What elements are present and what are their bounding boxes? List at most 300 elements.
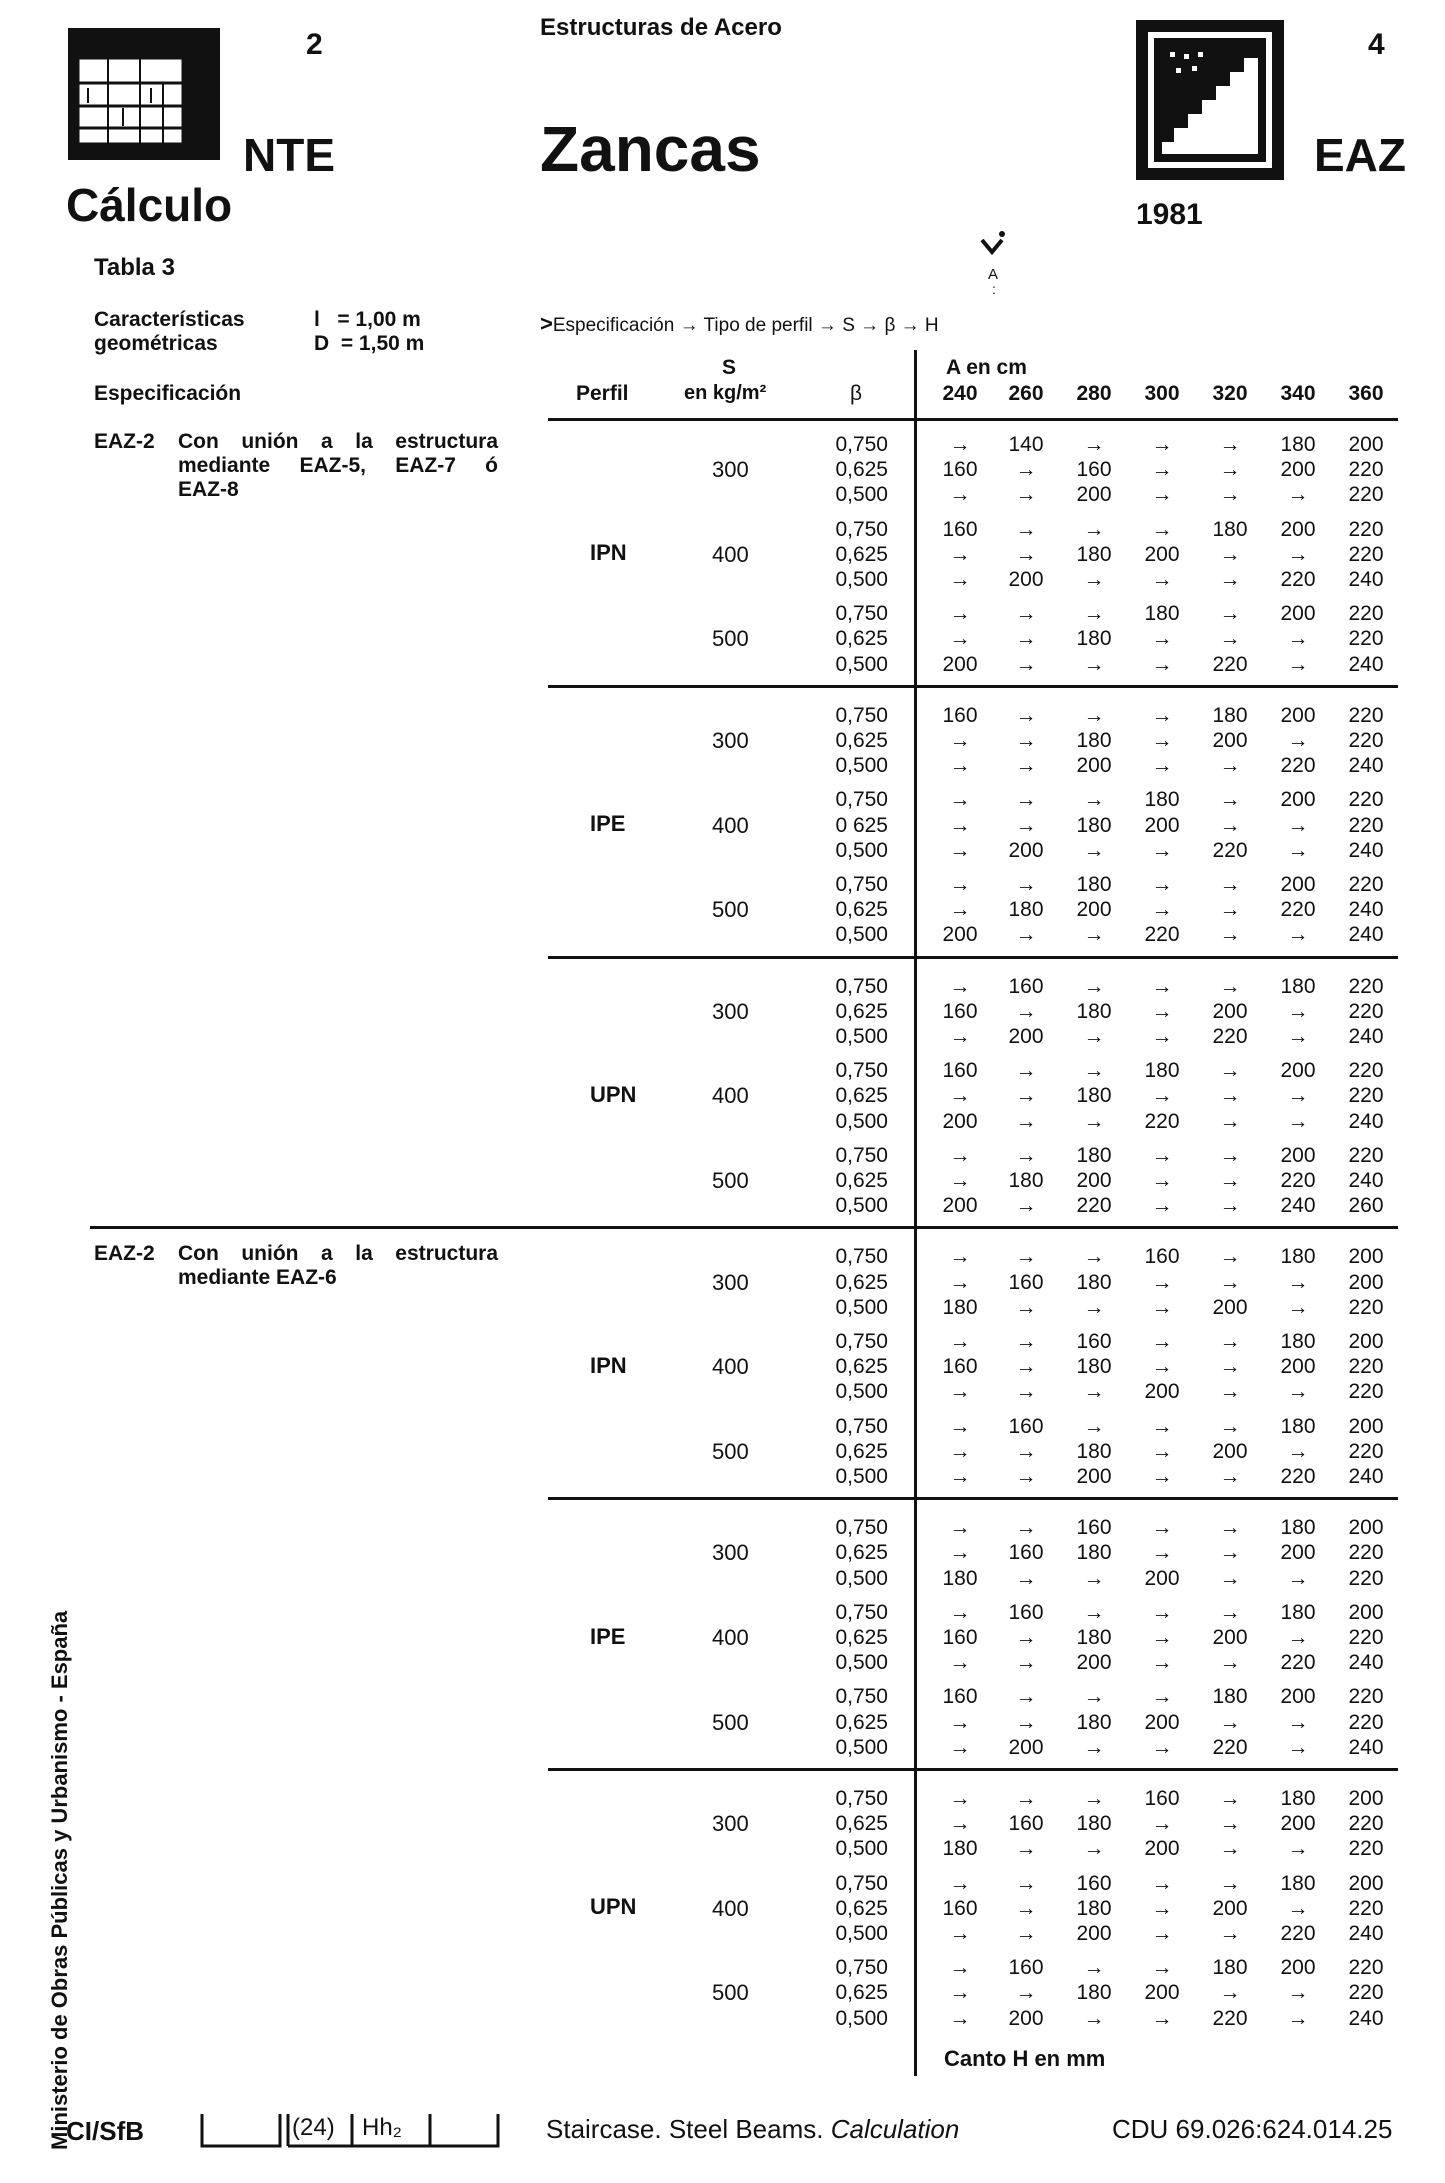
arrow-letter: A (988, 266, 999, 283)
arrow-right-icon: → (1287, 1896, 1309, 1920)
arrow-right-icon: → (1015, 1710, 1037, 1734)
canto-value: 220 (1348, 1380, 1384, 1404)
canto-value: 200 (1008, 1735, 1044, 1759)
canto-value: 220 (1280, 898, 1316, 922)
beta-value: 0,625 (835, 1541, 888, 1565)
arrow-right-icon: → (1219, 1355, 1241, 1379)
arrow-right-icon: → (949, 1871, 971, 1895)
beta-value: 0,500 (835, 2006, 888, 2030)
arrow-right-icon: → (1219, 542, 1241, 566)
arrow-right-icon: → (1219, 433, 1241, 456)
canto-value: 180 (1008, 898, 1044, 922)
arrow-right-icon: → (1287, 813, 1309, 837)
arrow-right-icon: → (1219, 1084, 1241, 1108)
arrow-right-icon: → (1015, 1355, 1037, 1379)
arrow-right-icon: → (1015, 1380, 1037, 1404)
beta-value: 0,625 (835, 999, 888, 1023)
profile-name: IPE (590, 1623, 626, 1649)
canto-value: 240 (1348, 754, 1384, 778)
side-ministry-text: Ministerio de Obras Públicas y Urbanismo - España (47, 1610, 72, 2150)
series-title: Estructuras de Acero (540, 14, 782, 41)
beta-value: 0,750 (835, 1871, 888, 1895)
arrow-right-icon: → (1219, 1541, 1241, 1565)
canto-value: 180 (1076, 1143, 1112, 1167)
arrow-right-icon: → (1015, 729, 1037, 752)
canto-value: 180 (1280, 1871, 1316, 1895)
arrow-right-icon: → (1151, 1169, 1173, 1192)
canto-value: 200 (1348, 1270, 1384, 1294)
arrow-right-icon: → (1151, 433, 1173, 456)
arrow-right-icon: → (1219, 602, 1241, 626)
canto-value: 200 (1212, 1626, 1248, 1649)
footer-english-text: Staircase. Steel Beams. (546, 2114, 824, 2144)
arrow-right-icon: → (1015, 1651, 1037, 1675)
arrow-right-icon: → (1287, 1837, 1309, 1861)
canto-value: 160 (942, 999, 978, 1023)
canto-value: 160 (942, 458, 978, 482)
arrow-right-icon: → (949, 1516, 971, 1540)
eaz-label: EAZ (1314, 129, 1406, 181)
canto-value: 240 (1348, 1025, 1384, 1048)
canto-value: 200 (1280, 703, 1316, 727)
arrow-right-icon: → (949, 1245, 971, 1269)
canto-value: 220 (1348, 458, 1384, 482)
beta-value: 0,750 (835, 703, 888, 727)
beta-value: 0,625 (835, 729, 888, 752)
canto-value: 180 (1076, 729, 1112, 752)
canto-value: 220 (1280, 568, 1316, 591)
arrow-right-icon: → (1015, 483, 1037, 507)
arrow-right-icon: → (1015, 754, 1037, 778)
geometry-label-2: geométricas (94, 332, 218, 355)
arrow-right-icon: → (1151, 1626, 1173, 1649)
table-vertical-rule (914, 350, 917, 2076)
arrow-right-icon: → (949, 1812, 971, 1836)
arrow-right-icon: → (1219, 1330, 1241, 1353)
arrow-right-icon: → (1015, 999, 1037, 1023)
arrow-right-icon: → (949, 754, 971, 778)
arrow-right-icon: → (1287, 1626, 1309, 1649)
canto-value: 220 (1348, 1295, 1384, 1319)
beta-value: 0,500 (835, 1735, 888, 1759)
arrow-right-icon: → (949, 873, 971, 896)
arrow-right-icon: → (1015, 652, 1037, 676)
arrow-right-icon: → (1219, 1710, 1241, 1734)
canto-value: 160 (1008, 1812, 1044, 1836)
arrow-right-icon: → (949, 1956, 971, 1980)
arrow-right-icon: → (1219, 1465, 1241, 1488)
eaz-logo (1136, 20, 1284, 180)
canto-value: 240 (1348, 1465, 1384, 1488)
beta-value: 0,625 (835, 1270, 888, 1294)
beta-value: 0,750 (835, 1330, 888, 1353)
load-s-value: 400 (712, 1083, 749, 1109)
beta-value: 0,750 (835, 788, 888, 812)
arrow-right-icon: → (1151, 458, 1173, 482)
arrow-right-icon: → (1219, 1270, 1241, 1294)
arrow-right-icon: → (1015, 1439, 1037, 1463)
footer-code-boxes (200, 2112, 500, 2148)
arrow-right-icon: → (1151, 2006, 1173, 2030)
canto-value: 200 (942, 652, 978, 676)
footer-cisfb: CI/SfB (66, 2116, 144, 2146)
section-title: Cálculo (66, 179, 233, 231)
a-header-340: 340 (1280, 382, 1316, 405)
arrow-right-icon: → (1015, 1516, 1037, 1540)
load-s-value: 300 (712, 1269, 749, 1295)
arrow-right-icon: → (1219, 1245, 1241, 1269)
canto-value: 200 (1348, 1787, 1384, 1810)
arrow-right-icon: → (949, 788, 971, 812)
canto-value: 200 (1348, 1245, 1384, 1269)
canto-value: 220 (1348, 1541, 1384, 1565)
canto-value: 200 (942, 1109, 978, 1133)
canto-value: 180 (1212, 703, 1248, 727)
canto-value: 180 (1212, 1956, 1248, 1980)
canto-value: 180 (1008, 1169, 1044, 1192)
arrow-right-icon: → (1083, 652, 1105, 676)
canto-value: 200 (1008, 1025, 1044, 1048)
arrow-right-icon: → (949, 1981, 971, 2005)
load-s-value: 300 (712, 728, 749, 753)
canto-value: 200 (1076, 1922, 1112, 1945)
canto-value: 200 (1212, 1295, 1248, 1319)
canto-value: 180 (1280, 1600, 1316, 1624)
beta-value: 0,625 (835, 1812, 888, 1836)
canto-value: 200 (1144, 1981, 1180, 2005)
canto-value: 220 (1348, 999, 1384, 1023)
arrow-right-icon: → (1015, 1143, 1037, 1167)
canto-value: 220 (1348, 813, 1384, 837)
load-s-value: 400 (712, 541, 749, 567)
canto-value: 220 (1348, 1143, 1384, 1167)
arrow-right-icon: → (1151, 898, 1173, 922)
canto-value: 220 (1348, 1355, 1384, 1379)
arrow-right-icon: → (1219, 1812, 1241, 1836)
profile-name: IPN (590, 1352, 627, 1378)
arrow-right-icon: → (1083, 568, 1105, 591)
arrow-right-icon: → (949, 974, 971, 998)
canto-value: 160 (1076, 1516, 1112, 1540)
arrow-right-icon: → (1083, 1566, 1105, 1590)
arrow-right-icon: → (949, 838, 971, 862)
a-header-280: 280 (1076, 382, 1112, 405)
canto-value: 220 (1280, 754, 1316, 778)
canto-label: Canto H en mm (944, 2046, 1106, 2071)
arrow-right-icon: → (1287, 652, 1309, 676)
arrow-right-icon: → (1015, 1922, 1037, 1945)
arrow-right-icon: → (1015, 703, 1037, 727)
nte-label: NTE (243, 129, 335, 181)
load-s-value: 500 (712, 1438, 749, 1464)
arrow-right-icon: → (1151, 568, 1173, 591)
canto-value: 200 (1280, 1812, 1316, 1836)
canto-value: 220 (1348, 1626, 1384, 1649)
arrow-right-icon: → (1219, 1600, 1241, 1624)
load-s-value: 500 (712, 1980, 749, 2006)
canto-value: 200 (1280, 788, 1316, 812)
arrow-right-icon: → (1083, 433, 1105, 456)
arrow-right-icon: → (1219, 788, 1241, 812)
canto-value: 180 (942, 1566, 978, 1590)
arrow-right-icon: → (1151, 1871, 1173, 1895)
arrow-right-icon: → (1219, 1380, 1241, 1404)
canto-value: 200 (1280, 1541, 1316, 1565)
arrow-down-icon (978, 230, 1008, 266)
arrow-right-icon: → (949, 1084, 971, 1108)
canto-value: 200 (1144, 1380, 1180, 1404)
canto-value: 240 (1348, 923, 1384, 947)
arrow-right-icon: → (949, 433, 971, 456)
geometry-d: D = 1,50 m (314, 332, 425, 355)
arrow-right-icon: → (1151, 1735, 1173, 1759)
arrow-right-icon: → (1287, 1270, 1309, 1294)
beta-value: 0,500 (835, 923, 888, 947)
canto-value: 200 (1144, 1710, 1180, 1734)
year: 1981 (1136, 198, 1203, 231)
canto-value: 220 (1348, 1710, 1384, 1734)
arrow-right-icon: → (1015, 1059, 1037, 1083)
canto-value: 200 (1212, 1439, 1248, 1463)
arrow-right-icon: → (949, 1465, 971, 1488)
canto-value: 160 (942, 1896, 978, 1920)
canto-value: 160 (1076, 1871, 1112, 1895)
canto-value: 180 (1076, 1626, 1112, 1649)
profile-name: IPN (590, 540, 627, 566)
load-s-value: 500 (712, 626, 749, 652)
a-header-320: 320 (1212, 382, 1248, 405)
arrow-right-icon: → (1083, 517, 1105, 541)
beta-value: 0,750 (835, 1143, 888, 1167)
col-header-beta: β (850, 382, 863, 405)
beta-value: 0,750 (835, 1600, 888, 1624)
canto-value: 200 (1076, 1465, 1112, 1488)
arrow-right-icon: → (949, 813, 971, 837)
arrow-right-icon: → (949, 729, 971, 752)
canto-value: 180 (1280, 1330, 1316, 1353)
load-s-value: 300 (712, 998, 749, 1024)
canto-value: 220 (1212, 1735, 1248, 1759)
arrow-right-icon: → (1083, 974, 1105, 998)
arrow-right-icon: → (1219, 1837, 1241, 1861)
canto-value: 160 (1144, 1245, 1180, 1269)
section-rule (548, 685, 1398, 688)
canto-value: 200 (1280, 458, 1316, 482)
arrow-right-icon: → (1151, 1600, 1173, 1624)
canto-value: 160 (1008, 974, 1044, 998)
arrow-right-icon: → (949, 1025, 971, 1048)
arrow-right-icon: → (1219, 898, 1241, 922)
arrow-right-icon: → (1015, 1787, 1037, 1810)
arrow-right-icon: → (1015, 1896, 1037, 1920)
arrow-right-icon: → (949, 1651, 971, 1675)
arrow-right-icon: → (1219, 1981, 1241, 2005)
arrow-right-icon: → (1015, 1981, 1037, 2005)
arrow-right-icon: → (1151, 838, 1173, 862)
canto-value: 220 (1280, 1169, 1316, 1192)
arrow-right-icon: → (1219, 1651, 1241, 1675)
arrow-right-icon: → (1219, 974, 1241, 998)
arrow-right-icon: → (1083, 1245, 1105, 1269)
canto-value: 220 (1348, 788, 1384, 812)
canto-value: 200 (1348, 1600, 1384, 1624)
canto-value: 200 (1076, 1169, 1112, 1192)
spec-description-line: Con unión a la estructura (178, 430, 498, 453)
arrow-right-icon: → (1219, 1871, 1241, 1895)
beta-value: 0,625 (835, 458, 888, 482)
canto-value: 200 (1280, 1355, 1316, 1379)
beta-value: 0,500 (835, 1109, 888, 1133)
arrow-right-icon: → (949, 1330, 971, 1353)
beta-value: 0,500 (835, 1465, 888, 1488)
arrow-right-icon: → (1219, 1787, 1241, 1810)
arrow-right-icon: → (1151, 1685, 1173, 1709)
canto-value: 220 (1348, 1685, 1384, 1709)
main-title: Zancas (540, 113, 761, 185)
a-header-260: 260 (1008, 382, 1044, 405)
arrow-right-icon: → (949, 1922, 971, 1945)
arrow-right-icon: → (1151, 1651, 1173, 1675)
arrow-right-icon: → (1015, 1465, 1037, 1488)
beta-value: 0,750 (835, 1245, 888, 1269)
arrow-right-icon: → (1015, 602, 1037, 626)
canto-value: 240 (1280, 1194, 1316, 1218)
arrow-right-icon: → (1151, 1465, 1173, 1488)
arrow-right-icon: → (1151, 1143, 1173, 1167)
beta-value: 0,625 (835, 1439, 888, 1463)
canto-value: 160 (942, 1059, 978, 1083)
col-header-s-unit: en kg/m² (684, 382, 767, 404)
footer-code-a: (24) (292, 2114, 335, 2141)
footer-cdu: CDU 69.026:624.014.25 (1112, 2114, 1393, 2144)
arrow-right-icon: → (1287, 483, 1309, 507)
arrow-right-icon: → (949, 1414, 971, 1438)
arrow-right-icon: → (1219, 1566, 1241, 1590)
arrow-right-icon: → (1083, 838, 1105, 862)
beta-value: 0,625 (835, 1896, 888, 1920)
canto-value: 180 (1280, 1787, 1316, 1810)
spec-code: EAZ-2 (94, 430, 155, 453)
canto-value: 240 (1348, 652, 1384, 676)
arrow-right-icon: → (1015, 1330, 1037, 1353)
spec-description-line: Con unión a la estructura (178, 1242, 498, 1266)
arrow-right-icon: → (1151, 1194, 1173, 1218)
arrow-right-icon: → (1151, 999, 1173, 1023)
canto-value: 180 (1076, 999, 1112, 1023)
arrow-right-icon: → (1151, 1270, 1173, 1294)
profile-name: IPE (590, 811, 626, 837)
arrow-right-icon: → (949, 602, 971, 626)
beta-value: 0,500 (835, 1295, 888, 1319)
canto-value: 220 (1348, 1059, 1384, 1083)
canto-value: 240 (1348, 1169, 1384, 1192)
beta-value: 0,500 (835, 1837, 888, 1861)
canto-value: 200 (1348, 433, 1384, 456)
canto-value: 180 (1076, 873, 1112, 896)
canto-value: 180 (1144, 602, 1180, 626)
arrow-right-icon: → (1151, 1439, 1173, 1463)
arrow-right-icon: → (1219, 458, 1241, 482)
section-rule (548, 1768, 1398, 1771)
spec-description-line: mediante EAZ-5, EAZ-7 ó (178, 454, 498, 477)
footer-english-italic: Calculation (830, 2114, 960, 2144)
arrow-right-icon: → (949, 1380, 971, 1404)
arrow-right-icon: → (1083, 1380, 1105, 1404)
beta-value: 0,750 (835, 1685, 888, 1709)
canto-value: 200 (1144, 542, 1180, 566)
arrow-right-icon: → (1287, 1710, 1309, 1734)
canto-value: 220 (1348, 974, 1384, 998)
beta-value: 0,750 (835, 602, 888, 626)
canto-value: 220 (1348, 602, 1384, 626)
a-header-300: 300 (1144, 382, 1180, 405)
canto-value: 200 (942, 923, 978, 947)
col-header-perfil: Perfil (576, 382, 629, 405)
canto-value: 160 (942, 1355, 978, 1379)
arrow-right-icon: → (1219, 923, 1241, 947)
arrow-right-icon: → (1219, 1194, 1241, 1218)
beta-value: 0,625 (835, 1710, 888, 1734)
canto-value: 220 (1212, 652, 1248, 676)
arrow-right-icon: → (1083, 1685, 1105, 1709)
canto-value: 240 (1348, 898, 1384, 922)
canto-value: 180 (1212, 1685, 1248, 1709)
canto-value: 160 (1144, 1787, 1180, 1810)
arrow-right-icon: → (1151, 1922, 1173, 1945)
geometry-label-1: Características (94, 308, 245, 331)
col-header-spec: Especificación (94, 382, 242, 405)
canto-value: 180 (1076, 1896, 1112, 1920)
spec-description-line: mediante EAZ-6 (178, 1266, 337, 1290)
canto-value: 220 (1144, 1109, 1180, 1133)
beta-value: 0,625 (835, 1626, 888, 1649)
arrow-right-icon: → (1287, 838, 1309, 862)
canto-value: 220 (1348, 1956, 1384, 1980)
table-label: Tabla 3 (94, 254, 175, 281)
canto-value: 200 (1008, 838, 1044, 862)
beta-value: 0,500 (835, 1651, 888, 1675)
arrow-right-icon: → (1015, 627, 1037, 651)
arrow-right-icon: → (1083, 703, 1105, 727)
a-header-360: 360 (1348, 382, 1384, 405)
arrow-right-icon: → (1083, 602, 1105, 626)
arrow-right-icon: → (1219, 754, 1241, 778)
canto-value: 160 (1008, 1270, 1044, 1294)
beta-value: 0 625 (835, 813, 888, 837)
beta-value: 0,750 (835, 873, 888, 896)
beta-value: 0,750 (835, 974, 888, 998)
arrow-right-icon: → (1219, 813, 1241, 837)
nte-logo (68, 28, 220, 160)
arrow-right-icon: → (1151, 873, 1173, 896)
footer-english (546, 2114, 959, 2145)
canto-value: 160 (942, 703, 978, 727)
load-s-value: 400 (712, 1625, 749, 1650)
arrow-right-icon: → (949, 568, 971, 591)
arrow-right-icon: → (949, 1787, 971, 1810)
load-s-value: 300 (712, 457, 749, 483)
canto-value: 220 (1348, 873, 1384, 896)
beta-value: 0,500 (835, 1194, 888, 1218)
arrow-dots: : (992, 281, 996, 297)
beta-value: 0,625 (835, 627, 888, 651)
arrow-right-icon: → (1151, 1896, 1173, 1920)
beta-value: 0,750 (835, 1787, 888, 1810)
canto-value: 180 (1280, 1245, 1316, 1269)
canto-value: 180 (1076, 1084, 1112, 1108)
canto-value: 220 (1212, 838, 1248, 862)
arrow-right-icon: → (1287, 1439, 1309, 1463)
